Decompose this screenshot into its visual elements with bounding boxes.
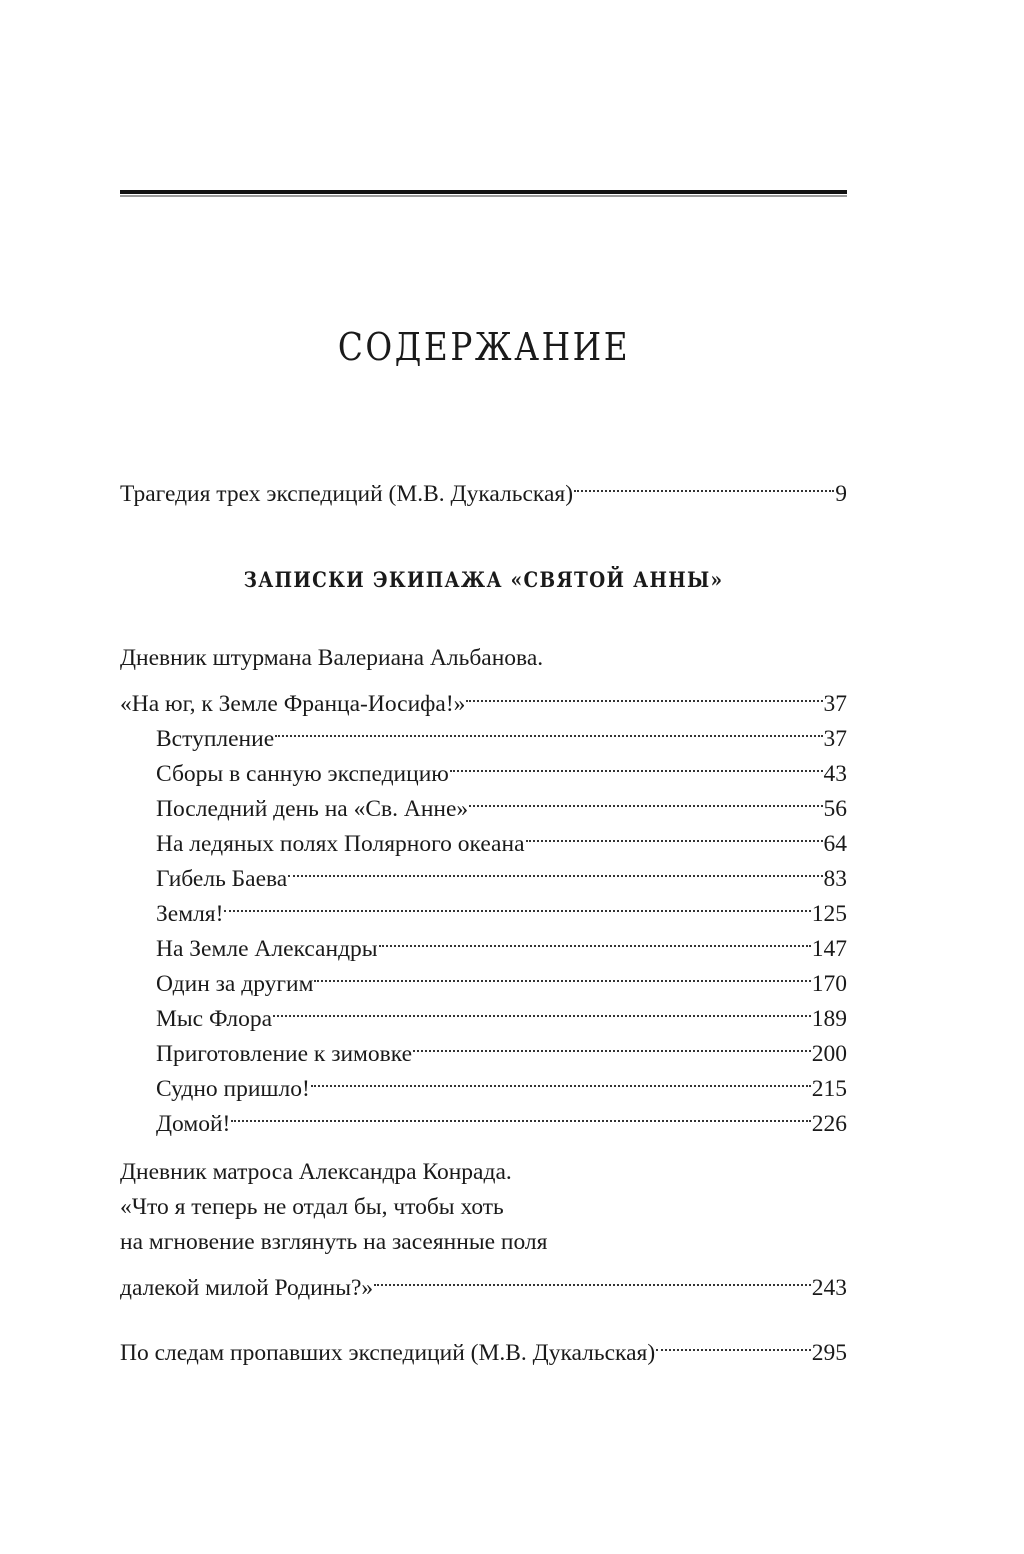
toc-entry-label: Сборы в санную экспедицию	[156, 761, 449, 787]
dot-leader	[275, 711, 822, 746]
toc-entry-label: На ледяных полях Полярного океана	[156, 831, 525, 857]
toc-entry-albanov[interactable]	[120, 676, 847, 717]
toc-entry-page: 9	[835, 481, 847, 507]
dot-leader	[656, 1325, 811, 1360]
toc-entry-label: Мыс Флора	[156, 1006, 273, 1032]
toc-entry-label: Домой!	[156, 1111, 231, 1137]
toc-entry-label: На Земле Александры	[156, 936, 378, 962]
toc-entry-page: 226	[811, 1111, 847, 1137]
toc-entry-page: 37	[823, 691, 847, 717]
toc-entry-page: 125	[811, 901, 847, 927]
toc-group-heading-konrad: Дневник матроса Александра Конрада.	[120, 1159, 512, 1185]
header-rule	[120, 190, 847, 197]
dot-leader	[526, 816, 823, 851]
toc-entry-label: По следам пропавших экспедиций (М.В. Дукальская)	[120, 1340, 656, 1366]
toc-entry-page: 147	[811, 936, 847, 962]
toc-entry-page: 200	[811, 1041, 847, 1067]
toc-entry-label: Последний день на «Св. Анне»	[156, 796, 469, 822]
dot-leader	[224, 886, 810, 921]
toc-entry-konrad[interactable]	[120, 1260, 847, 1301]
toc-group-heading-konrad-line3: на мгновение взглянуть на засеянные поля	[120, 1229, 548, 1255]
dot-leader	[273, 991, 811, 1026]
toc-entry-label: Приготовление к зимовке	[156, 1041, 413, 1067]
section-title: ЗАПИСКИ ЭКИПАЖА «СВЯТОЙ АННЫ»	[243, 567, 724, 592]
dot-leader	[311, 1061, 811, 1096]
toc-entry-page: 243	[811, 1275, 847, 1301]
toc-chapter[interactable]	[120, 921, 847, 962]
spacer	[120, 597, 847, 641]
dot-leader	[469, 781, 822, 816]
table-of-contents	[120, 466, 847, 1366]
toc-entry-label: Гибель Баева	[156, 866, 288, 892]
toc-entry-intro[interactable]	[120, 466, 847, 507]
toc-group-heading-konrad-line2: «Что я теперь не отдал бы, чтобы хоть	[120, 1194, 504, 1220]
toc-entry-page: 170	[811, 971, 847, 997]
dot-leader	[413, 1026, 811, 1061]
toc-entry-page: 56	[823, 796, 847, 822]
dot-leader	[450, 746, 823, 781]
header-rule-thin	[120, 195, 847, 197]
toc-chapter[interactable]	[120, 886, 847, 927]
toc-entry-page: 64	[823, 831, 847, 857]
toc-entry-label: Судно пришло!	[156, 1076, 310, 1102]
toc-entry-page: 189	[811, 1006, 847, 1032]
toc-entry-label: далекой милой Родины?»	[120, 1275, 374, 1301]
toc-entry-afterword[interactable]	[120, 1325, 847, 1366]
toc-entry-page: 295	[811, 1340, 847, 1366]
toc-entry-label: Земля!	[156, 901, 224, 927]
dot-leader	[374, 1260, 811, 1295]
header-rule-thick	[120, 190, 847, 194]
page-title: СОДЕРЖАНИЕ	[337, 325, 631, 370]
dot-leader	[466, 676, 822, 711]
toc-group-heading-albanov: Дневник штурмана Валериана Альбанова.	[120, 645, 544, 671]
toc-entry-label: Один за другим	[156, 971, 314, 997]
dot-leader	[231, 1096, 810, 1131]
toc-entry-page: 83	[823, 866, 847, 892]
toc-entry-label: Вступление	[156, 726, 275, 752]
dot-leader	[379, 921, 811, 956]
toc-entry-page: 43	[823, 761, 847, 787]
dot-leader	[574, 466, 834, 501]
dot-leader	[288, 851, 822, 886]
toc-entry-label: Трагедия трех экспедиций (М.В. Дукальская)	[120, 481, 574, 507]
toc-entry-page: 215	[811, 1076, 847, 1102]
dot-leader	[314, 956, 810, 991]
toc-entry-page: 37	[823, 726, 847, 752]
toc-entry-label: «На юг, к Земле Франца-Иосифа!»	[120, 691, 466, 717]
